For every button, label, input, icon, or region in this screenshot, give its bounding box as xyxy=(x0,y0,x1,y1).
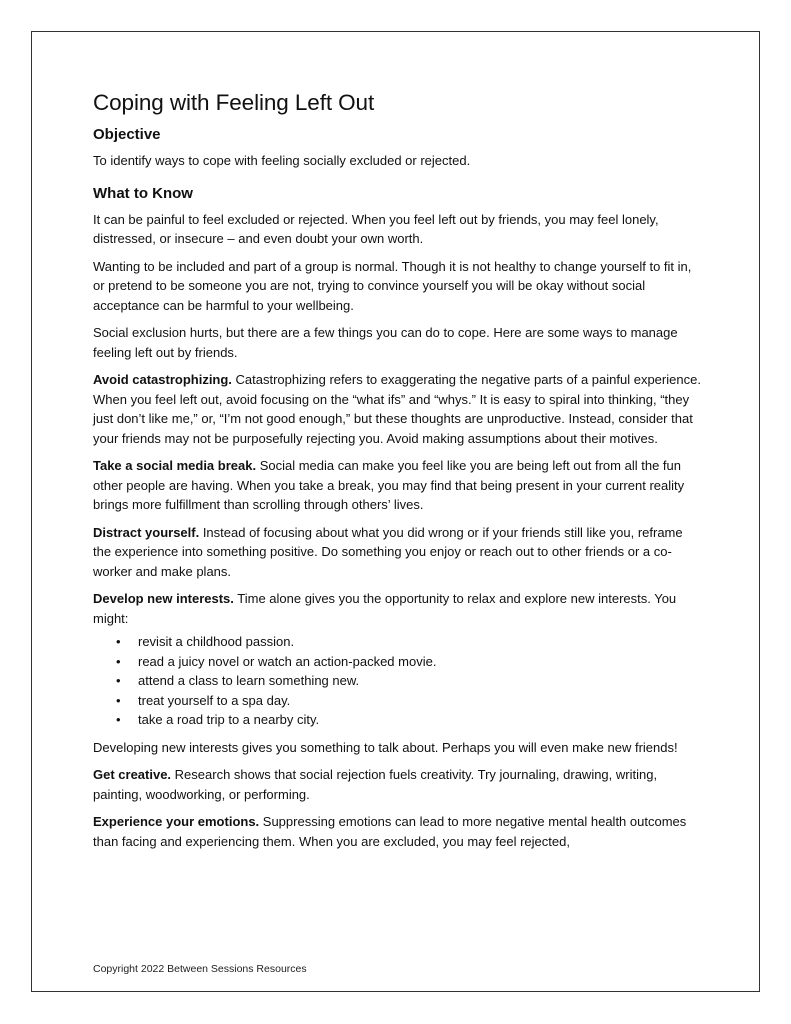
strategy-lead: Take a social media break. xyxy=(93,458,257,473)
paragraph: Wanting to be included and part of a group is normal. Though it is not healthy to change yourself to fit in, or pretend to be someone you are not, trying to convince yourself you will be okay without social acceptance can be harmful to your wellbeing. xyxy=(93,258,692,313)
strategy-text: Social media can make you feel like you are being left out from all the fun other people are having. When you take a break, you may find that being present in your current reality brings more fulfillment than scrolling through others’ lives. xyxy=(93,458,685,512)
what-to-know-heading: What to Know xyxy=(93,184,193,202)
strategy-develop-interests xyxy=(93,589,703,628)
bullet-icon: • xyxy=(116,692,121,708)
copyright-footer: Copyright 2022 Between Sessions Resources xyxy=(93,963,307,975)
after-list-paragraph: Developing new interests gives you something to talk about. Perhaps you will even make new friends! xyxy=(93,739,678,755)
strategy-social-media-break xyxy=(93,456,703,515)
list-item: • read a juicy novel or watch an action-packed movie. xyxy=(138,652,703,672)
strategy-avoid-catastrophizing xyxy=(93,370,703,448)
strategy-text: Time alone gives you the opportunity to relax and explore new interests. You might: xyxy=(93,591,677,626)
strategy-experience-emotions xyxy=(93,812,703,851)
paragraph: It can be painful to feel excluded or rejected. When you feel left out by friends, you may feel lonely, distressed, or insecure – and even doubt your own worth. xyxy=(93,211,659,246)
strategy-lead: Develop new interests. xyxy=(93,591,234,606)
strategy-text: Instead of focusing about what you did wrong or if your friends still like you, reframe the experience into something positive. Do something you enjoy or reach out to other friends or a co-worker and make plans. xyxy=(93,524,683,579)
strategy-get-creative xyxy=(93,765,703,804)
bullet-icon: • xyxy=(116,673,121,688)
strategy-lead: Distract yourself. xyxy=(93,524,200,540)
paragraph: Social exclusion hurts, but there are a few things you can do to cope. Here are some ways to manage feeling left out by friends. xyxy=(93,325,678,360)
list-item: • take a road trip to a nearby city. xyxy=(138,710,703,730)
list-item: • attend a class to learn something new. xyxy=(138,671,703,691)
strategy-text: Catastrophizing refers to exaggerating the negative parts of a painful experience. When you feel left out, avoid focusing on the “what ifs” and “whys.” It is easy to spiral into thinking, “they just don’t like me,” or, “I’m not good enough,” but these thoughts are unproductive. Instead, consider that your friends may not be purposefully rejecting you. Avoid making assumptions about their motives. xyxy=(93,372,701,446)
strategy-distract-yourself xyxy=(93,523,703,582)
list-item: • revisit a childhood passion. xyxy=(138,632,703,652)
objective-text: To identify ways to cope with feeling socially excluded or rejected. xyxy=(93,153,471,168)
strategy-lead: Experience your emotions. xyxy=(93,814,260,829)
page-title: Coping with Feeling Left Out xyxy=(93,90,375,115)
strategy-text: Research shows that social rejection fuels creativity. Try journaling, drawing, writing, painting, woodworking, or performing. xyxy=(93,767,658,802)
bullet-icon: • xyxy=(116,634,121,649)
bullet-icon: • xyxy=(116,712,121,727)
strategy-text: Suppressing emotions can lead to more negative mental health outcomes than facing and experiencing them. When you are excluded, you may feel rejected, xyxy=(93,814,687,849)
document-body xyxy=(93,90,703,859)
strategy-lead: Avoid catastrophizing. xyxy=(93,372,232,387)
strategy-lead: Get creative. xyxy=(93,767,172,782)
list-item: • treat yourself to a spa day. xyxy=(138,691,703,711)
interests-list xyxy=(93,632,703,730)
objective-heading: Objective xyxy=(93,126,161,143)
bullet-icon: • xyxy=(116,653,121,669)
